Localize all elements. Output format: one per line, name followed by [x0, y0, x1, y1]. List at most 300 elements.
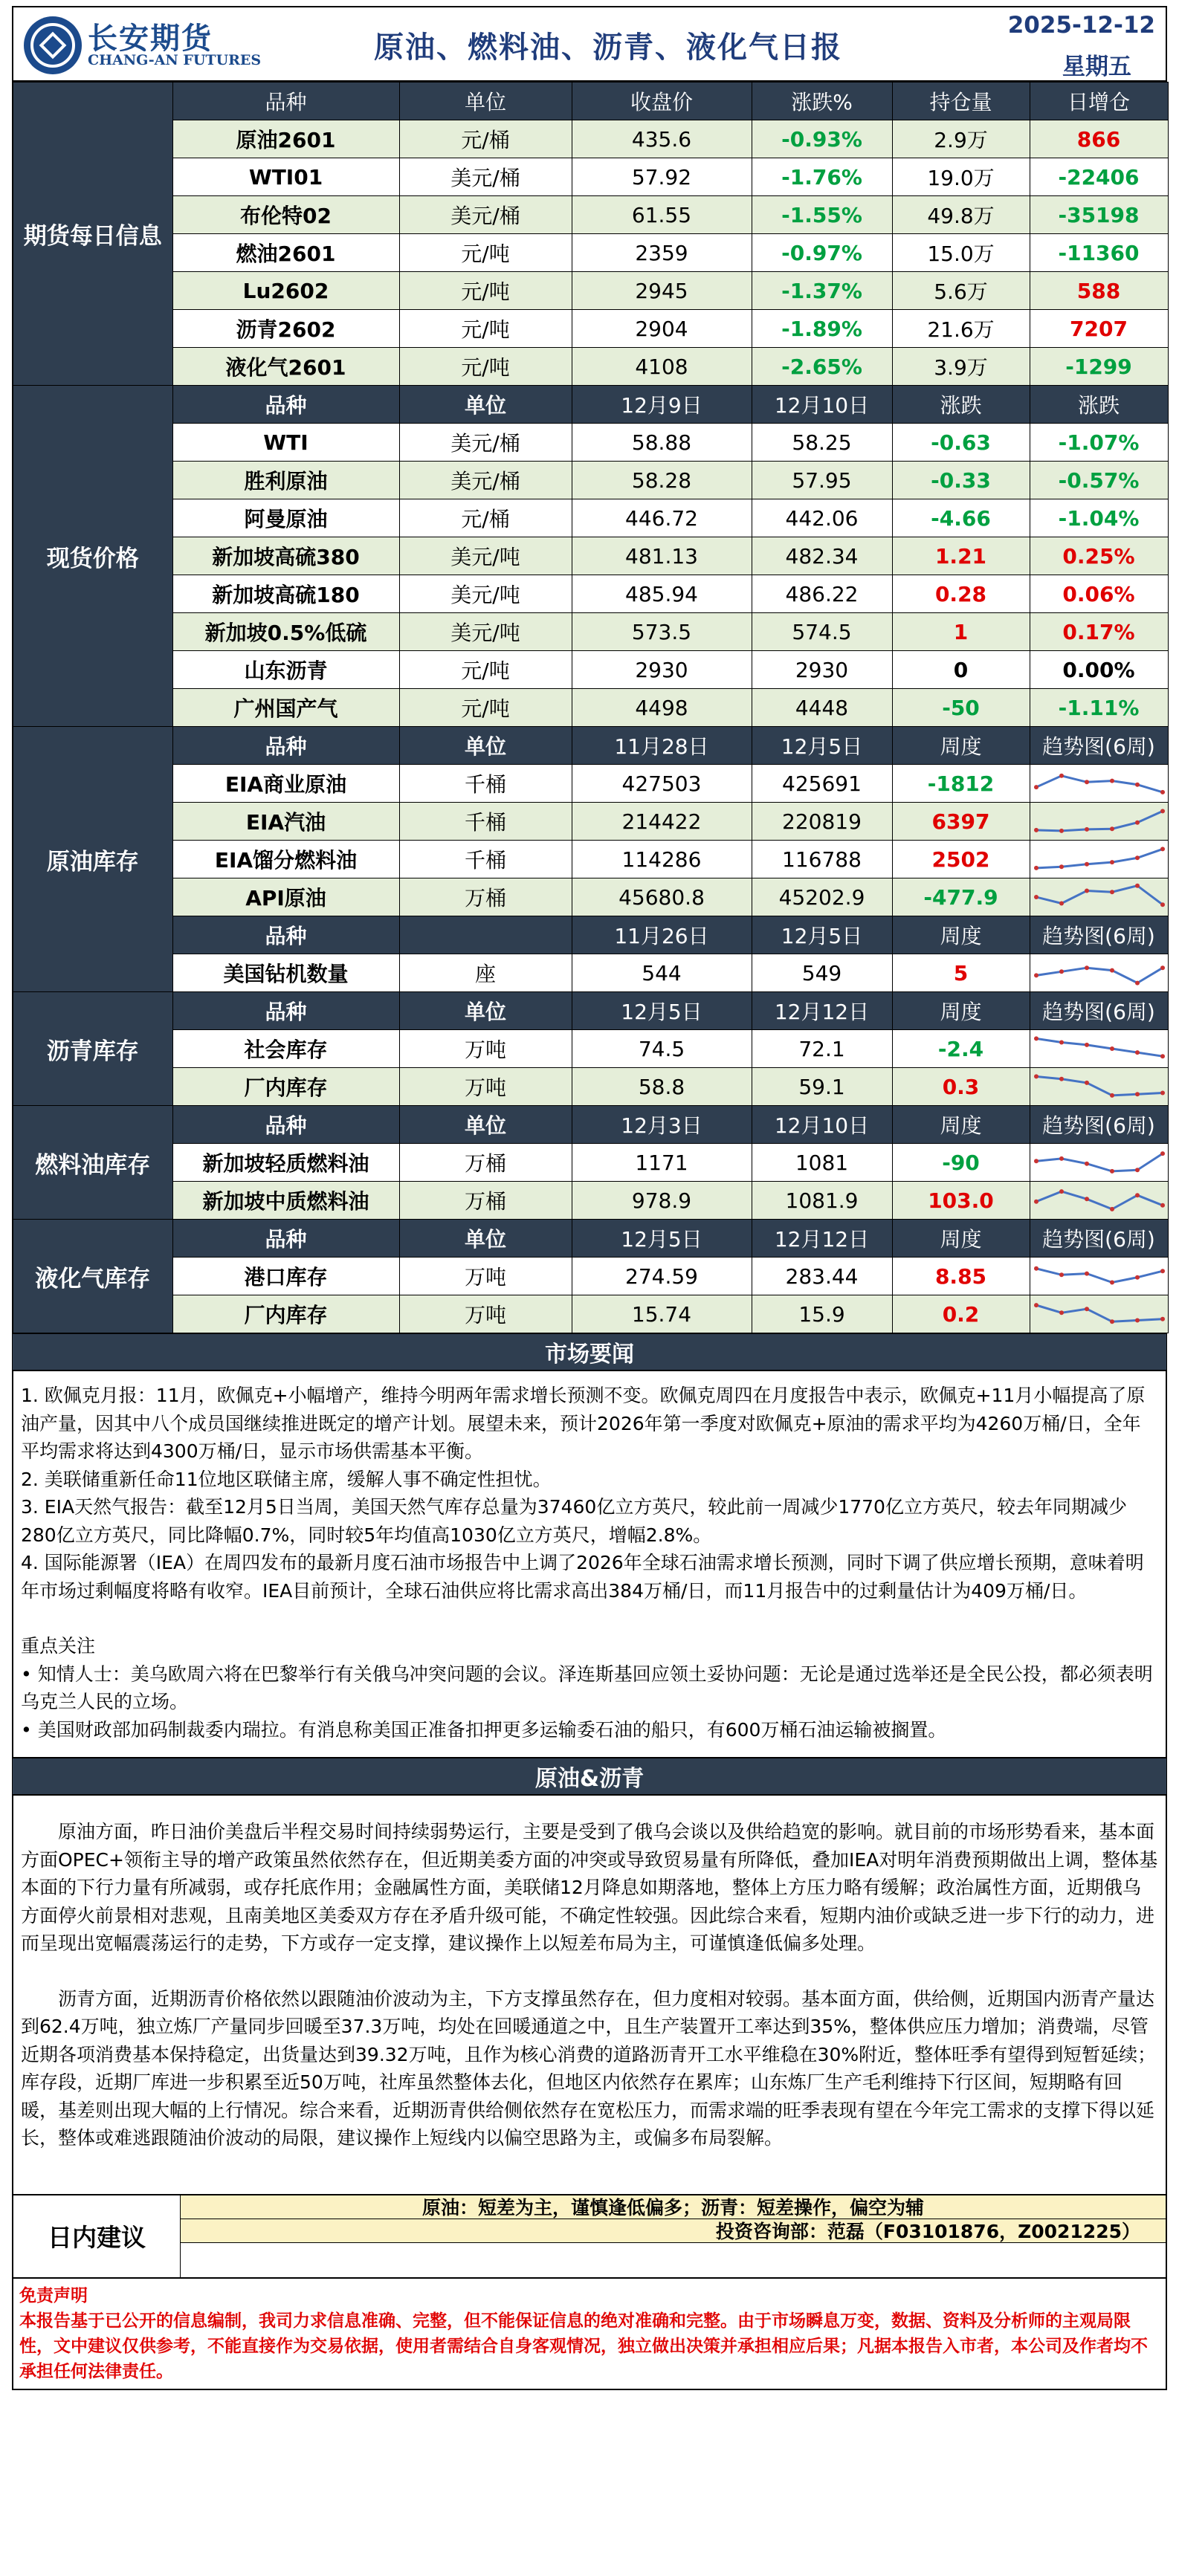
unit-cell: 元/吨	[399, 348, 572, 386]
column-header: 趋势图(6周)	[1030, 727, 1168, 765]
column-header: 趋势图(6周)	[1030, 916, 1168, 954]
intraday-advice	[12, 2195, 1167, 2278]
sparkline-point	[1085, 1043, 1089, 1047]
value-curr: 425691	[752, 765, 892, 803]
change-pct: -1.37%	[752, 272, 892, 310]
price-day1: 58.88	[572, 424, 752, 462]
column-header: 周度	[892, 1106, 1030, 1144]
sparkline-line	[1036, 1153, 1163, 1171]
table-row	[13, 234, 1168, 272]
trend-cell	[1030, 803, 1168, 841]
sparkline-line	[1036, 1191, 1163, 1209]
product-name: 社会库存	[172, 1030, 399, 1068]
value-prev: 978.9	[572, 1182, 752, 1220]
close-price: 57.92	[572, 158, 752, 196]
sparkline-line	[1036, 1305, 1163, 1321]
sparkline-point	[1085, 827, 1089, 832]
unit-cell: 万吨	[399, 1295, 572, 1333]
value-prev: 274.59	[572, 1258, 752, 1295]
unit-cell: 元/吨	[399, 234, 572, 272]
price-change: -0.63	[892, 424, 1030, 462]
section-label: 原油库存	[13, 727, 172, 992]
trend-cell	[1030, 1182, 1168, 1220]
column-header: 12月12日	[752, 1220, 892, 1258]
table-row	[13, 462, 1168, 499]
column-header: 单位	[399, 386, 572, 424]
open-interest: 21.6万	[892, 310, 1030, 348]
table-header-row	[13, 1220, 1168, 1258]
change-pct: -2.65%	[752, 348, 892, 386]
trend-sparkline	[1030, 1071, 1169, 1102]
market-news-body	[12, 1370, 1167, 1758]
advice-label: 日内建议	[13, 2195, 181, 2277]
unit-cell: 千桶	[399, 841, 572, 878]
trend-sparkline	[1030, 1147, 1169, 1178]
trend-sparkline	[1030, 1033, 1169, 1064]
trend-cell	[1030, 841, 1168, 878]
product-name: WTI	[172, 424, 399, 462]
price-change: -50	[892, 689, 1030, 727]
sparkline-point	[1160, 1203, 1165, 1208]
sparkline-point	[1110, 1207, 1114, 1211]
table-row	[13, 1182, 1168, 1220]
product-name: 山东沥青	[172, 651, 399, 689]
price-change-pct: 0.00%	[1030, 651, 1168, 689]
price-day2: 442.06	[752, 499, 892, 537]
news-item: 2. 美联储重新任命11位地区联储主席，缓解人事不确定性担忧。	[21, 1468, 552, 1490]
sparkline-point	[1110, 968, 1114, 973]
sparkline-point	[1059, 1077, 1064, 1081]
sparkline-point	[1135, 783, 1140, 787]
analysis-title: 原油&沥青	[12, 1758, 1167, 1795]
column-header: 12月5日	[752, 916, 892, 954]
unit-cell: 元/吨	[399, 310, 572, 348]
analysis-asphalt-paragraph: 沥青方面，近期沥青价格依然以跟随油价波动为主，下方支撑虽然存在，但力度相对较弱。基本面方面，供给侧，近期国内沥青产量达到62.4万吨，独立炼厂产量同步回暖至37.3万吨，均处在回暖通道之中，且生产装置开工率达到35%，整体供应压力增加；消费端，尽管近期各项消费基本保持稳定，出货量达到39.32万吨，且作为核心消费的道路沥青开工水平维稳在30%附近，整体旺季有望得到短暂延续；库存段，近期厂库进一步积累至近50万吨，社库虽然整体去化，但地区内依然存在累库；山东炼厂生产毛利维持下行区间，短期略有回暖，基差则出现大幅的上行情况。综合来看，近期沥青供给侧依然存在宽松压力，而需求端的旺季表现有望在今年完工需求的支撑下得以延长，整体或难逃跟随油价波动的局限，建议操作上短线内以偏空思路为主，或偏多布局裂解。	[21, 1987, 1157, 2149]
column-header: 品种	[172, 1220, 399, 1258]
unit-cell: 万吨	[399, 1258, 572, 1295]
table-row	[13, 348, 1168, 386]
weekly-change: -90	[892, 1144, 1030, 1182]
analysis-crude-paragraph: 原油方面，昨日油价美盘后半程交易时间持续弱势运行，主要是受到了俄乌会谈以及供给趋宽的影响。就目前的市场形势看来，基本面方面OPEC+领衔主导的增产政策虽然依然存在，但近期美委方面的冲突或导致贸易量有所降低，叠加IEA对明年消费预期做出上调，整体基本面的下行力量有所减弱，或存托底作用；金融属性方面，美联储12月降息如期落地，整体上方压力略有缓解；政治属性方面，近期俄乌方面停火前景相对悲观，且南美地区美委双方存在矛盾升级可能，不确定性较强。因此综合来看，短期内油价或缺乏进一步下行的动力，进而呈现出宽幅震荡运行的走势，下方或存一定支撑，建议操作上以短差布局为主，可谨慎逢低偏多处理。	[21, 1821, 1158, 1954]
sparkline-point	[1110, 890, 1114, 894]
weekly-change: -2.4	[892, 1030, 1030, 1068]
product-name: 液化气2601	[172, 348, 399, 386]
column-header: 品种	[172, 1106, 399, 1144]
unit-cell: 万桶	[399, 1182, 572, 1220]
sparkline-point	[1059, 774, 1064, 778]
column-header: 涨跌	[892, 386, 1030, 424]
sparkline-point	[1034, 1200, 1039, 1204]
value-curr: 72.1	[752, 1030, 892, 1068]
price-change: -4.66	[892, 499, 1030, 537]
table-header-row	[13, 727, 1168, 765]
section-label: 现货价格	[13, 386, 172, 727]
column-header: 周度	[892, 1220, 1030, 1258]
report-page	[12, 6, 1167, 2390]
table-row	[13, 1295, 1168, 1333]
product-name: WTI01	[172, 158, 399, 196]
trend-cell	[1030, 1030, 1168, 1068]
unit-cell: 万桶	[399, 878, 572, 916]
product-name: EIA汽油	[172, 803, 399, 841]
product-name: 阿曼原油	[172, 499, 399, 537]
column-header: 品种	[172, 386, 399, 424]
focus-title: 重点关注	[21, 1635, 96, 1657]
oi-change: -1299	[1030, 348, 1168, 386]
value-prev: 58.8	[572, 1068, 752, 1106]
sparkline-point	[1085, 1162, 1089, 1166]
price-day2: 574.5	[752, 613, 892, 651]
sparkline-point	[1034, 1303, 1039, 1307]
trend-cell	[1030, 954, 1168, 992]
column-header: 单位	[399, 82, 572, 120]
product-name: 新加坡0.5%低硫	[172, 613, 399, 651]
sparkline-line	[1036, 811, 1163, 831]
close-price: 435.6	[572, 120, 752, 158]
unit-cell: 美元/吨	[399, 537, 572, 575]
table-row	[13, 1144, 1168, 1182]
disclaimer-title: 免责声明	[19, 2285, 88, 2305]
sparkline-point	[1135, 1275, 1140, 1280]
value-curr: 549	[752, 954, 892, 992]
sparkline-point	[1059, 1189, 1064, 1194]
table-row	[13, 841, 1168, 878]
advice-text: 原油：短差为主，谨慎逢低偏多；沥青：短差操作，偏空为辅	[181, 2195, 1166, 2219]
sparkline-point	[1110, 860, 1114, 864]
sparkline-point	[1034, 866, 1039, 870]
table-header-row	[13, 82, 1168, 120]
price-change-pct: 0.17%	[1030, 613, 1168, 651]
weekly-change: 8.85	[892, 1258, 1030, 1295]
sparkline-point	[1135, 1193, 1140, 1197]
sparkline-point	[1085, 1272, 1089, 1276]
product-name: 广州国产气	[172, 689, 399, 727]
change-pct: -1.76%	[752, 158, 892, 196]
price-day1: 481.13	[572, 537, 752, 575]
table-row	[13, 878, 1168, 916]
price-day1: 58.28	[572, 462, 752, 499]
company-name-en: CHANG-AN FUTURES	[88, 52, 262, 68]
change-pct: -0.93%	[752, 120, 892, 158]
table-row	[13, 196, 1168, 234]
column-header: 品种	[172, 992, 399, 1030]
table-row	[13, 1258, 1168, 1295]
trend-sparkline	[1030, 1261, 1169, 1292]
trend-cell	[1030, 1295, 1168, 1333]
sparkline-point	[1059, 902, 1064, 906]
product-name: API原油	[172, 878, 399, 916]
sparkline-point	[1110, 1319, 1114, 1324]
data-table	[12, 82, 1169, 1333]
column-header: 12月12日	[752, 992, 892, 1030]
sparkline-point	[1135, 1318, 1140, 1323]
price-day1: 485.94	[572, 575, 752, 613]
close-price: 2904	[572, 310, 752, 348]
sparkline-point	[1110, 1046, 1114, 1051]
weekly-change: -477.9	[892, 878, 1030, 916]
sparkline-point	[1135, 1168, 1140, 1172]
value-curr: 283.44	[752, 1258, 892, 1295]
table-row	[13, 954, 1168, 992]
weekly-change: 5	[892, 954, 1030, 992]
value-prev: 45680.8	[572, 878, 752, 916]
column-header: 11月26日	[572, 916, 752, 954]
column-header: 12月10日	[752, 386, 892, 424]
table-row	[13, 1068, 1168, 1106]
table-row	[13, 310, 1168, 348]
weekly-change: 0.2	[892, 1295, 1030, 1333]
column-header: 日增仓	[1030, 82, 1168, 120]
column-header: 12月10日	[752, 1106, 892, 1144]
column-header: 12月9日	[572, 386, 752, 424]
close-price: 2359	[572, 234, 752, 272]
trend-sparkline	[1030, 844, 1169, 875]
focus-item: • 知情人士：美乌欧周六将在巴黎举行有关俄乌冲突问题的会议。泽连斯基回应领土妥协问题：无论是通过选举还是全民公投，都必须表明乌克兰人民的立场。	[21, 1663, 1153, 1712]
column-header: 12月5日	[572, 992, 752, 1030]
sparkline-line	[1036, 1076, 1163, 1096]
weekly-change: 0.3	[892, 1068, 1030, 1106]
sparkline-point	[1110, 826, 1114, 831]
weekly-change: 2502	[892, 841, 1030, 878]
price-change: 0	[892, 651, 1030, 689]
unit-cell: 元/吨	[399, 272, 572, 310]
price-change-pct: -1.07%	[1030, 424, 1168, 462]
report-weekday: 星期五	[1062, 54, 1131, 80]
sparkline-point	[1034, 785, 1039, 789]
report-title: 原油、燃料油、沥青、液化气日报	[374, 30, 842, 65]
close-price: 4108	[572, 348, 752, 386]
column-header: 单位	[399, 1220, 572, 1258]
sparkline-point	[1034, 828, 1039, 832]
sparkline-point	[1160, 1269, 1165, 1273]
value-curr: 59.1	[752, 1068, 892, 1106]
product-name: 沥青2602	[172, 310, 399, 348]
close-price: 61.55	[572, 196, 752, 234]
unit-cell: 美元/桶	[399, 196, 572, 234]
column-header	[399, 916, 572, 954]
sparkline-line	[1036, 1038, 1163, 1056]
open-interest: 5.6万	[892, 272, 1030, 310]
column-header: 品种	[172, 916, 399, 954]
sparkline-line	[1036, 886, 1163, 905]
column-header: 周度	[892, 727, 1030, 765]
column-header: 持仓量	[892, 82, 1030, 120]
unit-cell: 千桶	[399, 803, 572, 841]
unit-cell: 美元/吨	[399, 575, 572, 613]
change-pct: -0.97%	[752, 234, 892, 272]
open-interest: 19.0万	[892, 158, 1030, 196]
sparkline-point	[1085, 862, 1089, 867]
sparkline-point	[1034, 895, 1039, 899]
unit-cell: 万吨	[399, 1030, 572, 1068]
sparkline-point	[1160, 965, 1165, 970]
sparkline-point	[1059, 1041, 1064, 1045]
unit-cell: 座	[399, 954, 572, 992]
change-pct: -1.89%	[752, 310, 892, 348]
unit-cell: 美元/吨	[399, 613, 572, 651]
price-day2: 58.25	[752, 424, 892, 462]
open-interest: 15.0万	[892, 234, 1030, 272]
product-name: 港口库存	[172, 1258, 399, 1295]
sparkline-point	[1034, 1074, 1039, 1078]
sparkline-point	[1160, 809, 1165, 813]
open-interest: 2.9万	[892, 120, 1030, 158]
unit-cell: 美元/桶	[399, 424, 572, 462]
trend-sparkline	[1030, 881, 1169, 913]
report-date: 2025-12-12	[1007, 12, 1155, 39]
sparkline-point	[1135, 981, 1140, 986]
product-name: EIA馏分燃料油	[172, 841, 399, 878]
sparkline-point	[1135, 1050, 1140, 1055]
table-row	[13, 537, 1168, 575]
column-header: 趋势图(6周)	[1030, 1220, 1168, 1258]
sparkline-point	[1110, 1093, 1114, 1098]
oi-change: -22406	[1030, 158, 1168, 196]
column-header: 趋势图(6周)	[1030, 1106, 1168, 1144]
focus-item: • 美国财政部加码制裁委内瑞拉。有消息称美国正准备扣押更多运输委石油的船只，有600万桶石油运输被搁置。	[21, 1718, 947, 1741]
table-row	[13, 689, 1168, 727]
product-name: 新加坡轻质燃料油	[172, 1144, 399, 1182]
trend-cell	[1030, 765, 1168, 803]
price-day2: 486.22	[752, 575, 892, 613]
table-row	[13, 158, 1168, 196]
weekly-change: 103.0	[892, 1182, 1030, 1220]
product-name: 燃油2601	[172, 234, 399, 272]
price-change-pct: -1.11%	[1030, 689, 1168, 727]
product-name: 新加坡高硫380	[172, 537, 399, 575]
value-curr: 1081.9	[752, 1182, 892, 1220]
value-curr: 15.9	[752, 1295, 892, 1333]
disclaimer-text: 本报告基于已公开的信息编制，我司力求信息准确、完整，但不能保证信息的绝对准确和完整。由于市场瞬息万变，数据、资料及分析师的主观局限性，文中建议仅供参考，不能直接作为交易依据，使用者需结合自身客观情况，独立做出决策并承担相应后果；凡据本报告入市者，本公司及作者均不承担任何法律责任。	[19, 2311, 1148, 2381]
section-label: 燃料油库存	[13, 1106, 172, 1220]
disclaimer	[12, 2278, 1167, 2390]
sparkline-point	[1059, 829, 1064, 833]
sparkline-point	[1059, 1310, 1064, 1315]
column-header: 12月5日	[572, 1220, 752, 1258]
unit-cell: 千桶	[399, 765, 572, 803]
trend-sparkline	[1030, 957, 1169, 988]
column-header: 单位	[399, 1106, 572, 1144]
news-item: 3. EIA天然气报告：截至12月5日当周，美国天然气库存总量为37460亿立方英尺，较此前一周减少1770亿立方英尺，较去年同期减少280亿立方英尺，同比降幅0.7%，同时较5年均值高1030亿立方英尺，增幅2.8%。	[21, 1496, 1127, 1546]
sparkline-point	[1059, 864, 1064, 869]
sparkline-point	[1059, 1272, 1064, 1277]
table-row	[13, 613, 1168, 651]
value-prev: 427503	[572, 765, 752, 803]
value-prev: 214422	[572, 803, 752, 841]
advisor-info: 投资咨询部：范磊（F03101876，Z0021225）	[181, 2219, 1166, 2243]
analysis-body	[12, 1795, 1167, 2195]
price-change-pct: 0.25%	[1030, 537, 1168, 575]
oi-change: 588	[1030, 272, 1168, 310]
table-header-row	[13, 386, 1168, 424]
sparkline-point	[1085, 1197, 1089, 1201]
value-curr: 45202.9	[752, 878, 892, 916]
sparkline-line	[1036, 968, 1163, 983]
sparkline-line	[1036, 849, 1163, 868]
section-label: 期货每日信息	[13, 82, 172, 386]
column-header: 12月5日	[752, 727, 892, 765]
sparkline-point	[1085, 1307, 1089, 1311]
table-row	[13, 499, 1168, 537]
product-name: 厂内库存	[172, 1068, 399, 1106]
unit-cell: 元/桶	[399, 499, 572, 537]
sparkline-point	[1085, 1081, 1089, 1085]
company-name-cn: 长安期货	[88, 22, 213, 56]
price-day1: 573.5	[572, 613, 752, 651]
trend-sparkline	[1030, 1298, 1169, 1330]
sparkline-point	[1085, 889, 1089, 893]
column-header: 11月28日	[572, 727, 752, 765]
table-row	[13, 424, 1168, 462]
table-header-row	[13, 916, 1168, 954]
sparkline-line	[1036, 776, 1163, 792]
value-curr: 1081	[752, 1144, 892, 1182]
sparkline-point	[1110, 779, 1114, 783]
table-row	[13, 765, 1168, 803]
price-day2: 2930	[752, 651, 892, 689]
weekly-change: -1812	[892, 765, 1030, 803]
unit-cell: 元/吨	[399, 651, 572, 689]
unit-cell: 万吨	[399, 1068, 572, 1106]
product-name: 新加坡中质燃料油	[172, 1182, 399, 1220]
price-day1: 446.72	[572, 499, 752, 537]
sparkline-point	[1160, 1317, 1165, 1321]
unit-cell: 元/吨	[399, 689, 572, 727]
table-row	[13, 272, 1168, 310]
sparkline-point	[1160, 1054, 1165, 1058]
sparkline-point	[1034, 973, 1039, 977]
sparkline-point	[1160, 1091, 1165, 1096]
sparkline-point	[1034, 1266, 1039, 1271]
sparkline-point	[1059, 969, 1064, 974]
sparkline-point	[1160, 902, 1165, 907]
price-day2: 57.95	[752, 462, 892, 499]
sparkline-point	[1160, 790, 1165, 795]
sparkline-point	[1135, 884, 1140, 888]
price-day1: 4498	[572, 689, 752, 727]
price-change: 1.21	[892, 537, 1030, 575]
unit-cell: 元/桶	[399, 120, 572, 158]
section-label: 液化气库存	[13, 1220, 172, 1333]
value-prev: 114286	[572, 841, 752, 878]
column-header: 周度	[892, 916, 1030, 954]
value-curr: 116788	[752, 841, 892, 878]
oi-change: 7207	[1030, 310, 1168, 348]
price-change-pct: 0.06%	[1030, 575, 1168, 613]
column-header: 品种	[172, 727, 399, 765]
company-logo-icon	[24, 16, 82, 74]
sparkline-point	[1034, 1036, 1039, 1041]
column-header: 收盘价	[572, 82, 752, 120]
product-name: EIA商业原油	[172, 765, 399, 803]
unit-cell: 万桶	[399, 1144, 572, 1182]
sparkline-point	[1085, 965, 1089, 970]
product-name: 原油2601	[172, 120, 399, 158]
sparkline-point	[1059, 1156, 1064, 1161]
product-name: 布伦特02	[172, 196, 399, 234]
sparkline-point	[1135, 821, 1140, 825]
oi-change: 866	[1030, 120, 1168, 158]
price-day2: 4448	[752, 689, 892, 727]
trend-cell	[1030, 1144, 1168, 1182]
sparkline-point	[1160, 1151, 1165, 1156]
product-name: 美国钻机数量	[172, 954, 399, 992]
unit-cell: 美元/桶	[399, 462, 572, 499]
table-row	[13, 651, 1168, 689]
table-header-row	[13, 992, 1168, 1030]
value-prev: 74.5	[572, 1030, 752, 1068]
sparkline-line	[1036, 1269, 1163, 1283]
